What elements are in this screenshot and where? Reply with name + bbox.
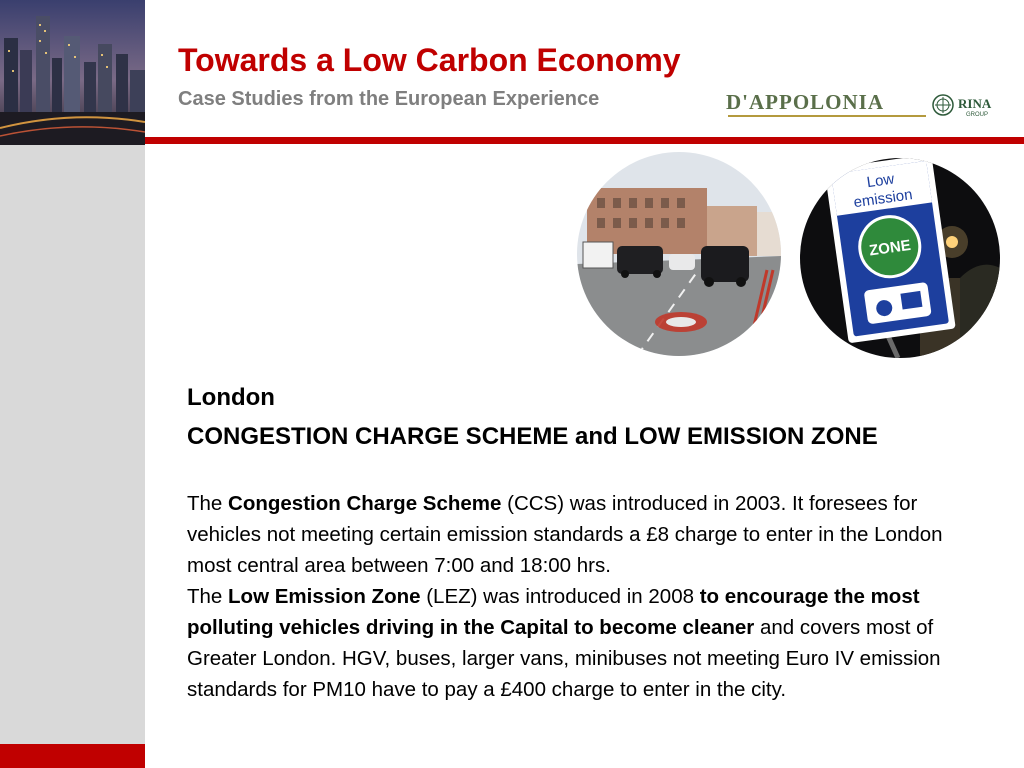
sign-text-emission: emission xyxy=(852,186,914,212)
header-divider xyxy=(145,137,1024,144)
main-content xyxy=(187,378,987,705)
lez-paragraph xyxy=(187,581,987,705)
lez-mid: (LEZ) was introduced in 2008 xyxy=(420,585,700,608)
ccs-name: Congestion Charge Scheme xyxy=(228,492,502,515)
logo-partner-text: RINA xyxy=(958,96,992,111)
lez-text: and covers most of Greater London. HGV, buses, larger vans, minibuses not meeting Euro IV emission standards for PM10 have to pay a £400 charge to enter in the city. xyxy=(187,616,941,701)
lez-prefix: The xyxy=(187,585,229,608)
logo-brand-text: D'APPOLONIA xyxy=(726,90,884,114)
sidebar-footer-bar xyxy=(0,744,145,768)
sign-text-zone: ZONE xyxy=(868,236,912,260)
lez-emphasis: to encourage the most polluting vehicles driving in the Capital to become cleaner xyxy=(187,585,920,639)
company-logo xyxy=(726,86,992,124)
city-skyline-photo xyxy=(0,0,145,145)
page-title: Towards a Low Carbon Economy xyxy=(178,42,681,78)
ccs-text: (CCS) was introduced in 2003. It foresees for vehicles not meeting certain emission standards a £8 charge to enter in the London most central area between 7:00 and 18:00 hrs. xyxy=(187,492,943,577)
logo-underline xyxy=(728,115,926,117)
rina-emblem-icon xyxy=(932,94,954,116)
lez-name: Low Emission Zone xyxy=(228,585,421,608)
ccs-paragraph xyxy=(187,488,987,581)
city-heading: London xyxy=(187,384,275,411)
sign-text-low: Low xyxy=(865,170,896,192)
london-street-photo xyxy=(577,152,781,356)
left-sidebar xyxy=(0,0,145,768)
low-emission-zone-sign-photo xyxy=(800,158,1000,358)
logo-partner-subtext: GROUP xyxy=(966,112,989,118)
topic-heading: CONGESTION CHARGE SCHEME and LOW EMISSION ZONE xyxy=(187,423,878,450)
ccs-prefix: The xyxy=(187,492,229,515)
page-subtitle: Case Studies from the European Experience xyxy=(178,88,600,110)
